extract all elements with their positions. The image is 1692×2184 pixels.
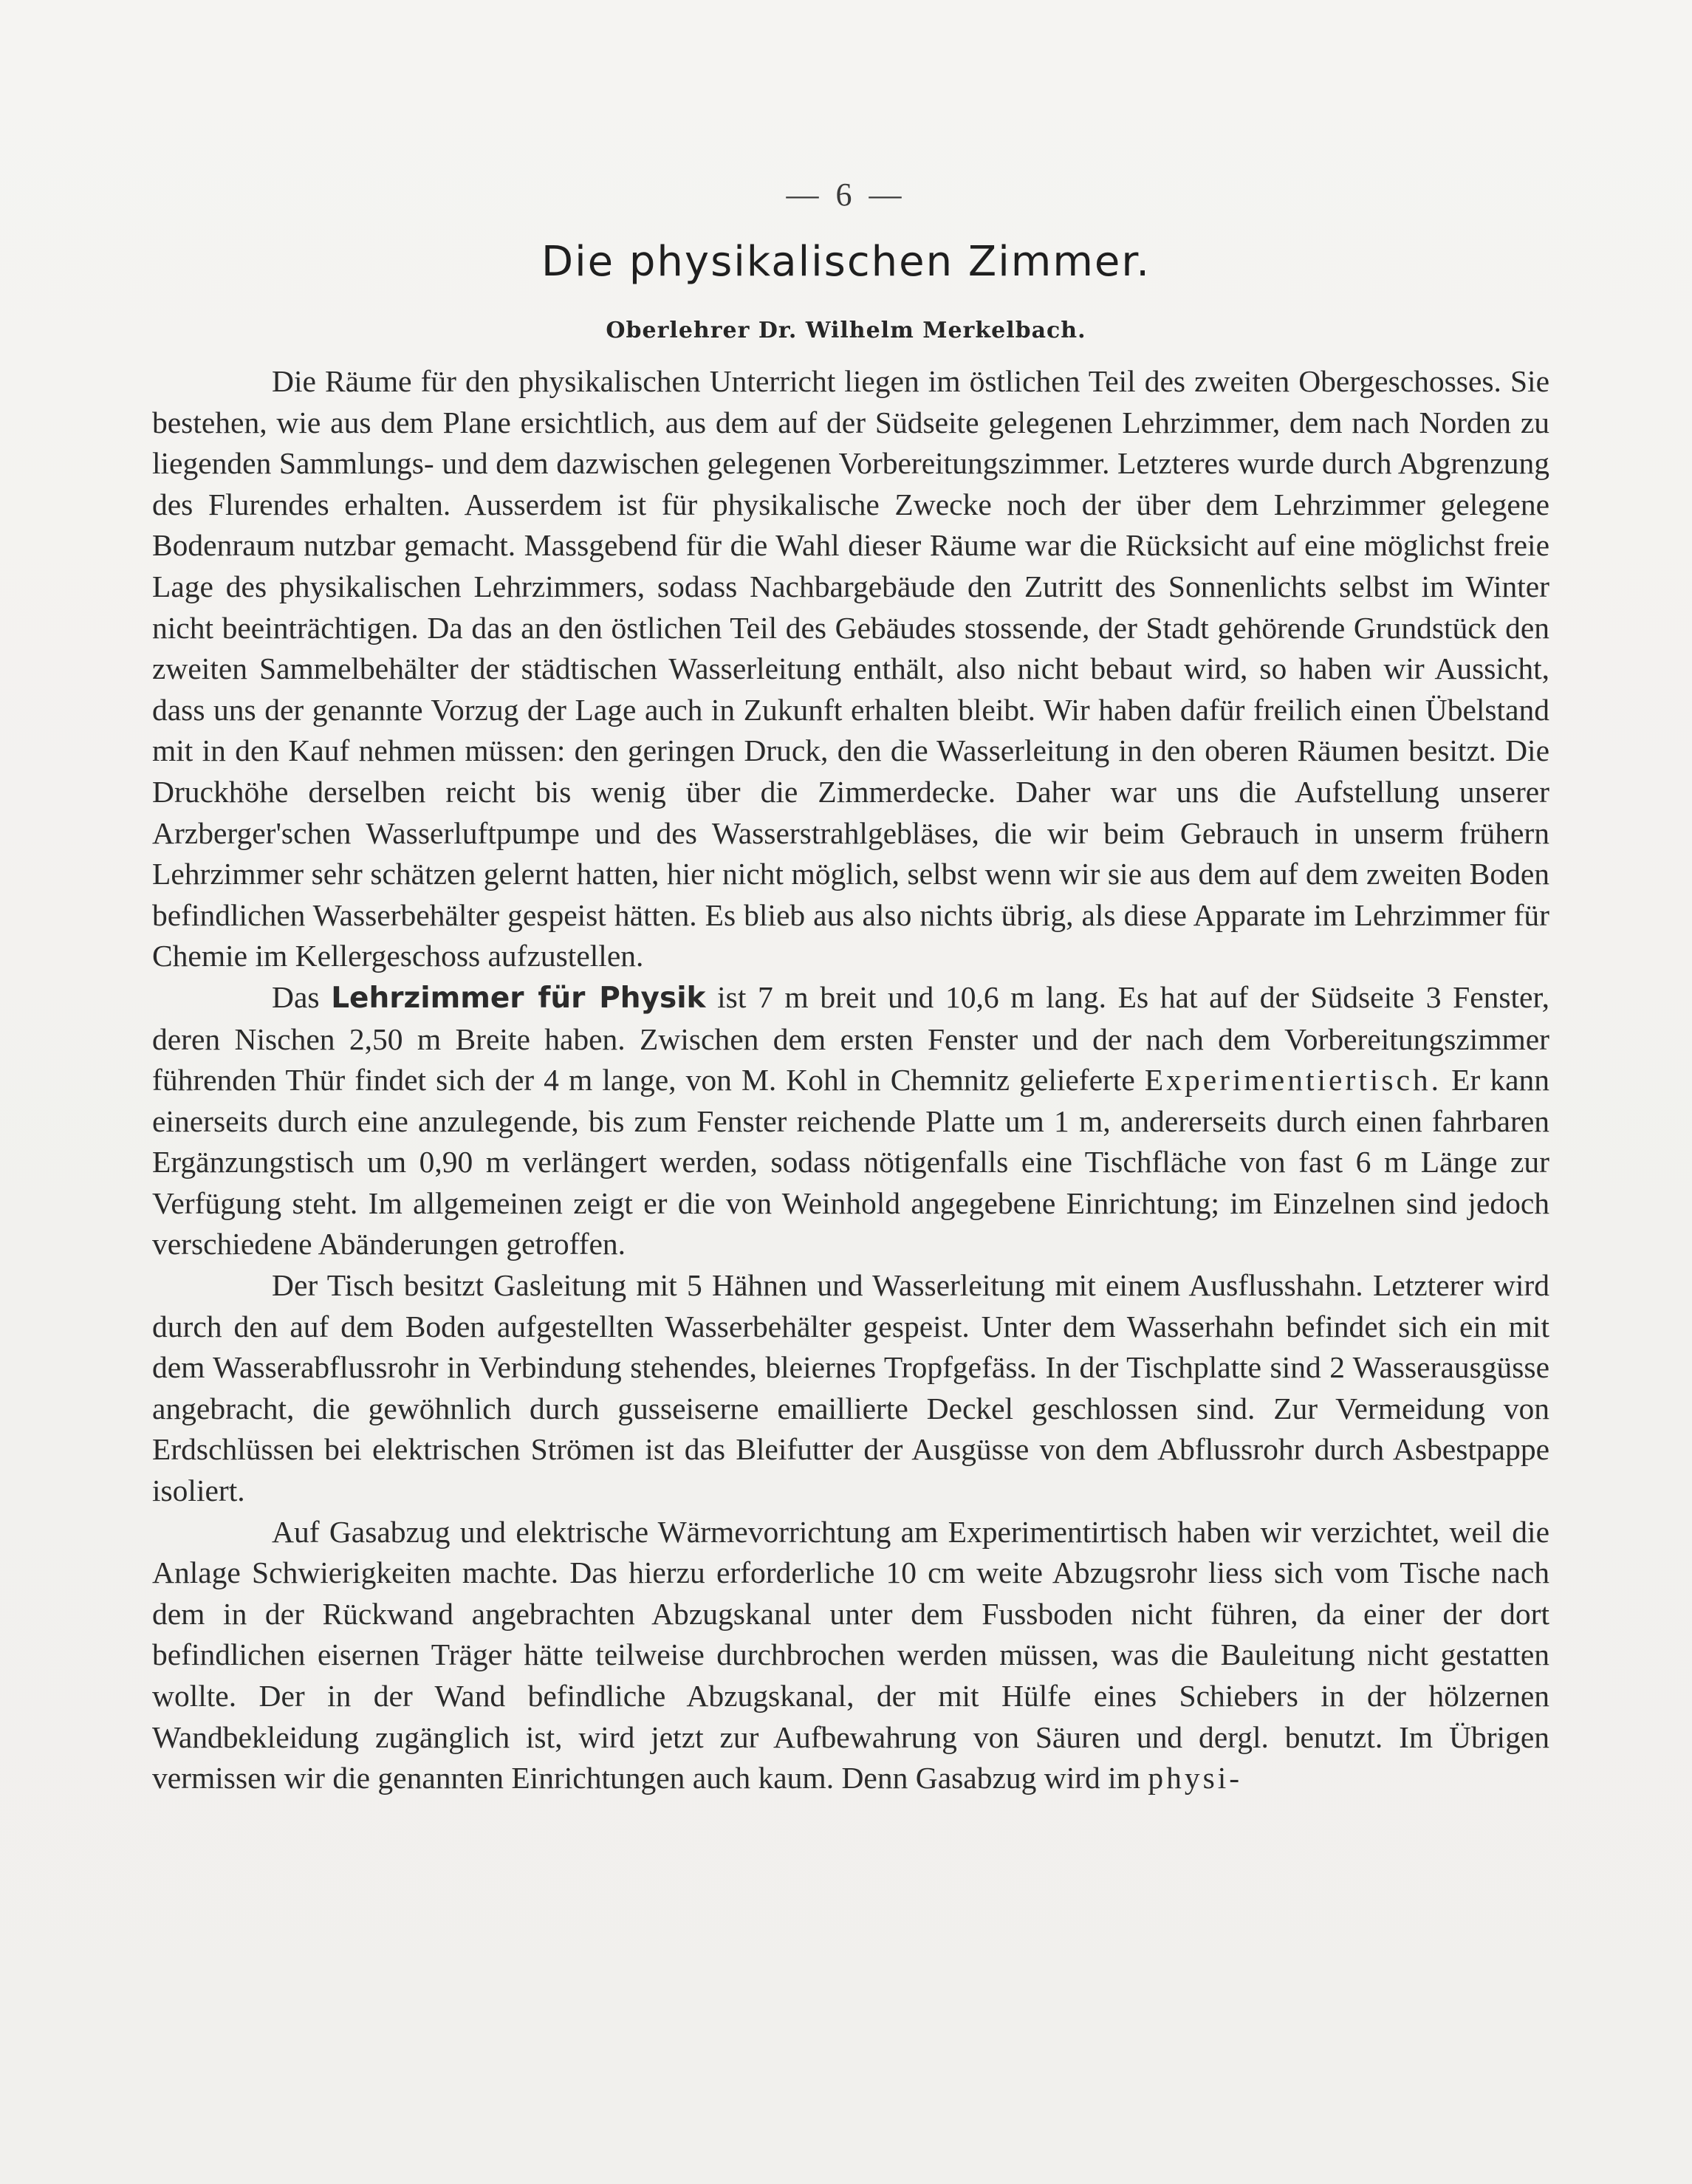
paragraph-4-end: physi- xyxy=(1148,1761,1243,1796)
paragraph-2 xyxy=(152,977,1549,1265)
body-text xyxy=(152,361,1549,1799)
paragraph-1: Die Räume für den physikalischen Unterricht liegen im östlichen Teil des zweiten Obergeschosses. Sie bestehen, wie aus dem Plane ersichtlich, aus dem auf der Südseite gelegenen Lehrzimmer, dem nach Norden zu liegenden Sammlungs- und dem dazwischen gelegenen Vorbereitungszimmer. Letzteres wurde durch Abgrenzung des Flurendes erhalten. Ausserdem ist für physikalische Zwecke noch der über dem Lehrzimmer gelegene Bodenraum nutzbar gemacht. Massgebend für die Wahl dieser Räume war die Rücksicht auf eine möglichst freie Lage des physikalischen Lehrzimmers, sodass Nachbargebäude den Zutritt des Sonnenlichts selbst im Winter nicht beeinträchtigen. Da das an den östlichen Teil des Gebäudes stossende, der Stadt gehörende Grundstück den zweiten Sammelbehälter der städtischen Wasserleitung enthält, also nicht bebaut wird, so haben wir Aussicht, dass uns der genannte Vorzug der Lage auch in Zukunft erhalten bleibt. Wir haben dafür freilich einen Übelstand mit in den Kauf nehmen müssen: den geringen Druck, den die Wasserleitung in den oberen Räumen besitzt. Die Druckhöhe derselben reicht bis wenig über die Zimmerdecke. Daher war uns die Aufstellung unserer Arzberger'schen Wasserluftpumpe und des Wasserstrahlgebläses, die wir beim Gebrauch in unserm frühern Lehrzimmer sehr schätzen gelernt hatten, hier nicht möglich, selbst wenn wir sie aus dem auf dem zweiten Boden befindlichen Wasserbehälter gespeist hätten. Es blieb aus also nichts übrig, als diese Apparate im Lehrzimmer für Chemie im Kellergeschoss aufzustellen. xyxy=(152,364,1549,973)
emphasis-lehrzimmer: Lehrzimmer für Physik xyxy=(331,981,706,1015)
paragraph-4-text: Auf Gasabzug und elektrische Wärmevorrichtung am Experimentirtisch haben wir verzichtet, weil die Anlage Schwierigkeiten machte. Das hierzu erforderliche 10 cm weite Abzugsrohr liess sich vom Tische nach dem in der Rückwand angebrachten Abzugskanal unter dem Fussboden nicht führen, da einer der dort befindlichen eisernen Träger hätte teilweise durchbrochen werden müssen, was die Bauleitung nicht gestatten wollte. Der in der Wand befindliche Abzugskanal, der mit Hülfe eines Schiebers in der hölzernen Wandbekleidung zugänglich ist, wird jetzt zur Aufbewahrung von Säuren und dergl. benutzt. Im Übrigen vermissen wir die genannten Einrichtungen auch kaum. Denn Gasabzug wird im xyxy=(152,1514,1549,1796)
paragraph-2-tail: Er kann einerseits durch eine anzulegende, bis zum Fenster reichende Platte um 1 m, andererseits durch einen fahrbaren Ergänzungstisch um 0,90 m verlängert werden, sodass nötigenfalls eine Tischfläche von fast 6 m Länge zur Verfügung steht. Im allgemeinen zeigt er die von Weinhold angegebene Einrichtung; im Einzelnen sind jedoch verschiedene Abänderungen getroffen. xyxy=(152,1063,1550,1262)
paragraph-3: Der Tisch besitzt Gasleitung mit 5 Hähnen und Wasserleitung mit einem Ausflusshahn. Letzterer wird durch den auf dem Boden aufgestellten Wasserbehälter gespeist. Unter dem Wasserhahn befindet sich ein mit dem Wasserabflussrohr in Verbindung stehendes, bleiernes Tropfgefäss. In der Tischplatte sind 2 Wasserausgüsse angebracht, die gewöhnlich durch gusseiserne emaillierte Deckel geschlossen sind. Zur Vermeidung von Erdschlüssen bei elektrischen Strömen ist das Bleifutter der Ausgüsse von dem Abflussrohr durch Asbestpappe isoliert. xyxy=(152,1268,1549,1508)
paragraph-2-lead: Das xyxy=(272,979,320,1014)
emphasis-experimentiertisch: Experimentiertisch. xyxy=(1144,1063,1442,1098)
author-line: Oberlehrer Dr. Wilhelm Merkelbach. xyxy=(606,318,1086,343)
paragraph-2-mid: ist 7 m breit und 10,6 m lang. Es hat auf der Südseite 3 Fenster, deren Nischen 2,50 m Breite haben. Zwischen dem ersten Fenster und der nach dem Vorbereitungszimmer führenden Thür findet sich der 4 m lange, von M. Kohl in Chemnitz gelieferte xyxy=(152,979,1549,1098)
page-number: — 6 — xyxy=(786,177,906,213)
page-title: Die physikalischen Zimmer. xyxy=(541,238,1151,286)
paragraph-4 xyxy=(152,1512,1549,1799)
